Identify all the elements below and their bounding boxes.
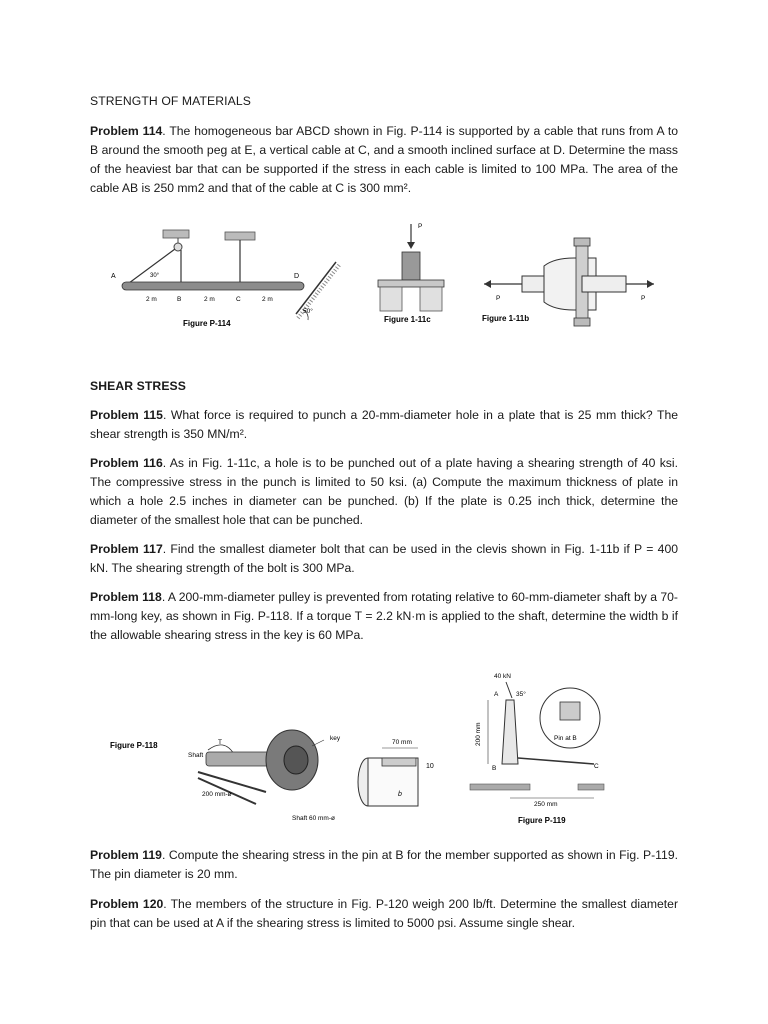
- label-t: T: [218, 739, 222, 746]
- eye-bar: [582, 276, 626, 292]
- problem-118-label: Problem 118: [90, 590, 162, 604]
- die-left: [380, 287, 402, 311]
- problem-115-label: Problem 115: [90, 408, 163, 422]
- label-key-height: 10: [426, 763, 434, 770]
- label-key: key: [330, 735, 341, 742]
- label-span-1: 2 m: [146, 296, 157, 303]
- label-key-b: b: [398, 791, 402, 798]
- problem-117-label: Problem 117: [90, 542, 163, 556]
- caption-1-11c: Figure 1-11c: [384, 315, 431, 324]
- label-a: A: [111, 273, 116, 280]
- ceiling-support-e: [163, 230, 189, 238]
- figure-1-11b: [478, 236, 658, 330]
- label-span-2: 2 m: [204, 296, 215, 303]
- label-angle-30: 30°: [150, 273, 160, 279]
- shaft-body: [206, 752, 276, 766]
- label-p-right: P: [641, 295, 646, 302]
- peg-e: [174, 243, 182, 251]
- cable-a-e: [125, 249, 175, 286]
- label-span: 250 mm: [534, 801, 558, 808]
- label-load: 40 kN: [494, 673, 511, 680]
- label-shaft: Shaft: [188, 752, 204, 759]
- horizontal-link: [518, 758, 594, 764]
- load-arrow: [506, 682, 512, 698]
- label-d: D: [294, 273, 300, 280]
- problem-119-label: Problem 119: [90, 848, 162, 862]
- pulley-hub: [284, 746, 308, 774]
- problem-115-text: . What force is required to punch a 20-mm-diameter hole in a plate that is 25 mm thick? The shear strength is 350 MN/m².: [90, 408, 678, 441]
- plate: [378, 280, 444, 287]
- label-c: C: [594, 763, 599, 770]
- ground-right: [578, 784, 604, 790]
- problem-116-label: Problem 116: [90, 456, 163, 470]
- label-key-length: 70 mm: [392, 739, 412, 746]
- vertical-member: [502, 700, 518, 764]
- problem-116-text: . As in Fig. 1-11c, a hole is to be punched out of a plate having a shearing strength of 40 ksi. The compressive stress in the punch is limited to 50 ksi. (a) Compute the maximum thickness of plate in which a hole 2.5 inches in diameter can be punched. (b) If the plate is 0.25 inch thick, determine the diameter of the smallest hole that can be punched.: [90, 456, 678, 527]
- problem-114-label: Problem 114: [90, 124, 163, 138]
- label-a: A: [494, 691, 499, 698]
- problem-117: [90, 540, 678, 578]
- clevis-shank: [522, 276, 544, 292]
- caption-p114: Figure P-114: [183, 319, 231, 328]
- label-pin-at-b: Pin at B: [554, 735, 577, 742]
- problem-120-text: . The members of the structure in Fig. P-120 weigh 200 lb/ft. Determine the smallest diameter pin that can be used at A if the shearing stress is limited to 5000 psi. Assume single shear.: [90, 897, 678, 930]
- problem-114: [90, 122, 678, 198]
- label-pulley-dia: 200 mm-ø: [202, 791, 232, 798]
- label-p: P: [418, 223, 423, 230]
- problem-118-text: . A 200-mm-diameter pulley is prevented from rotating relative to 60-mm-diameter shaft by a 70-mm-long key, as shown in Fig. P-118. If a torque T = 2.2 kN·m is applied to the shaft, determine the width b if the allowable shearing stress in the key is 60 MPa.: [90, 590, 678, 642]
- figure-p119: [466, 668, 626, 830]
- section-heading-shear: SHEAR STRESS: [90, 379, 187, 393]
- label-shaft-dia: Shaft 60 mm-ø: [292, 815, 335, 822]
- problem-116: [90, 454, 678, 530]
- problem-120: [90, 895, 678, 933]
- problem-119: [90, 846, 678, 884]
- label-b: B: [492, 765, 497, 772]
- caption-1-11b: Figure 1-11b: [482, 314, 530, 323]
- problem-119-text: . Compute the shearing stress in the pin at B for the member supported as shown in Fig. P-119. The pin diameter is 20 mm.: [90, 848, 678, 881]
- label-c: C: [236, 296, 241, 303]
- bolt-nut: [574, 318, 590, 326]
- pin-detail: [560, 702, 580, 720]
- key-detail: [382, 758, 416, 766]
- figure-p114: [108, 222, 344, 334]
- caption-p118: Figure P-118: [110, 741, 158, 750]
- section-heading-strength: STRENGTH OF MATERIALS: [90, 94, 252, 108]
- ground-left: [470, 784, 530, 790]
- label-angle-50: 50°: [303, 308, 313, 315]
- problem-120-label: Problem 120: [90, 897, 164, 911]
- label-height: 200 mm: [475, 722, 482, 746]
- label-b: B: [177, 296, 182, 303]
- problem-117-text: . Find the smallest diameter bolt that can be used in the clevis shown in Fig. 1-11b if P = 400 kN. The shearing strength of the bolt is 300 MPa.: [90, 542, 678, 575]
- caption-p119: Figure P-119: [518, 816, 566, 825]
- problem-114-text: . The homogeneous bar ABCD shown in Fig. P-114 is supported by a cable that runs from A to B around the smooth peg at E, a vertical cable at C, and a smooth inclined surface at D. Determine the mass of the heaviest bar that can be supported if the stress in each cable is limited to 100 MPa. The area of the cable AB is 250 mm2 and that of the cable at C is 300 mm².: [90, 124, 678, 195]
- label-span-3: 2 m: [262, 296, 273, 303]
- punch: [402, 252, 420, 280]
- die-right: [420, 287, 442, 311]
- bar-abcd: [122, 282, 304, 290]
- problem-118: [90, 588, 678, 645]
- label-p-left: P: [496, 295, 501, 302]
- figure-p118: [106, 724, 446, 834]
- label-angle: 35°: [516, 691, 526, 698]
- ceiling-support-c: [225, 232, 255, 240]
- problem-115: [90, 406, 678, 444]
- bolt-head: [574, 238, 590, 246]
- figure-1-11c: [376, 218, 456, 330]
- belt: [198, 772, 266, 804]
